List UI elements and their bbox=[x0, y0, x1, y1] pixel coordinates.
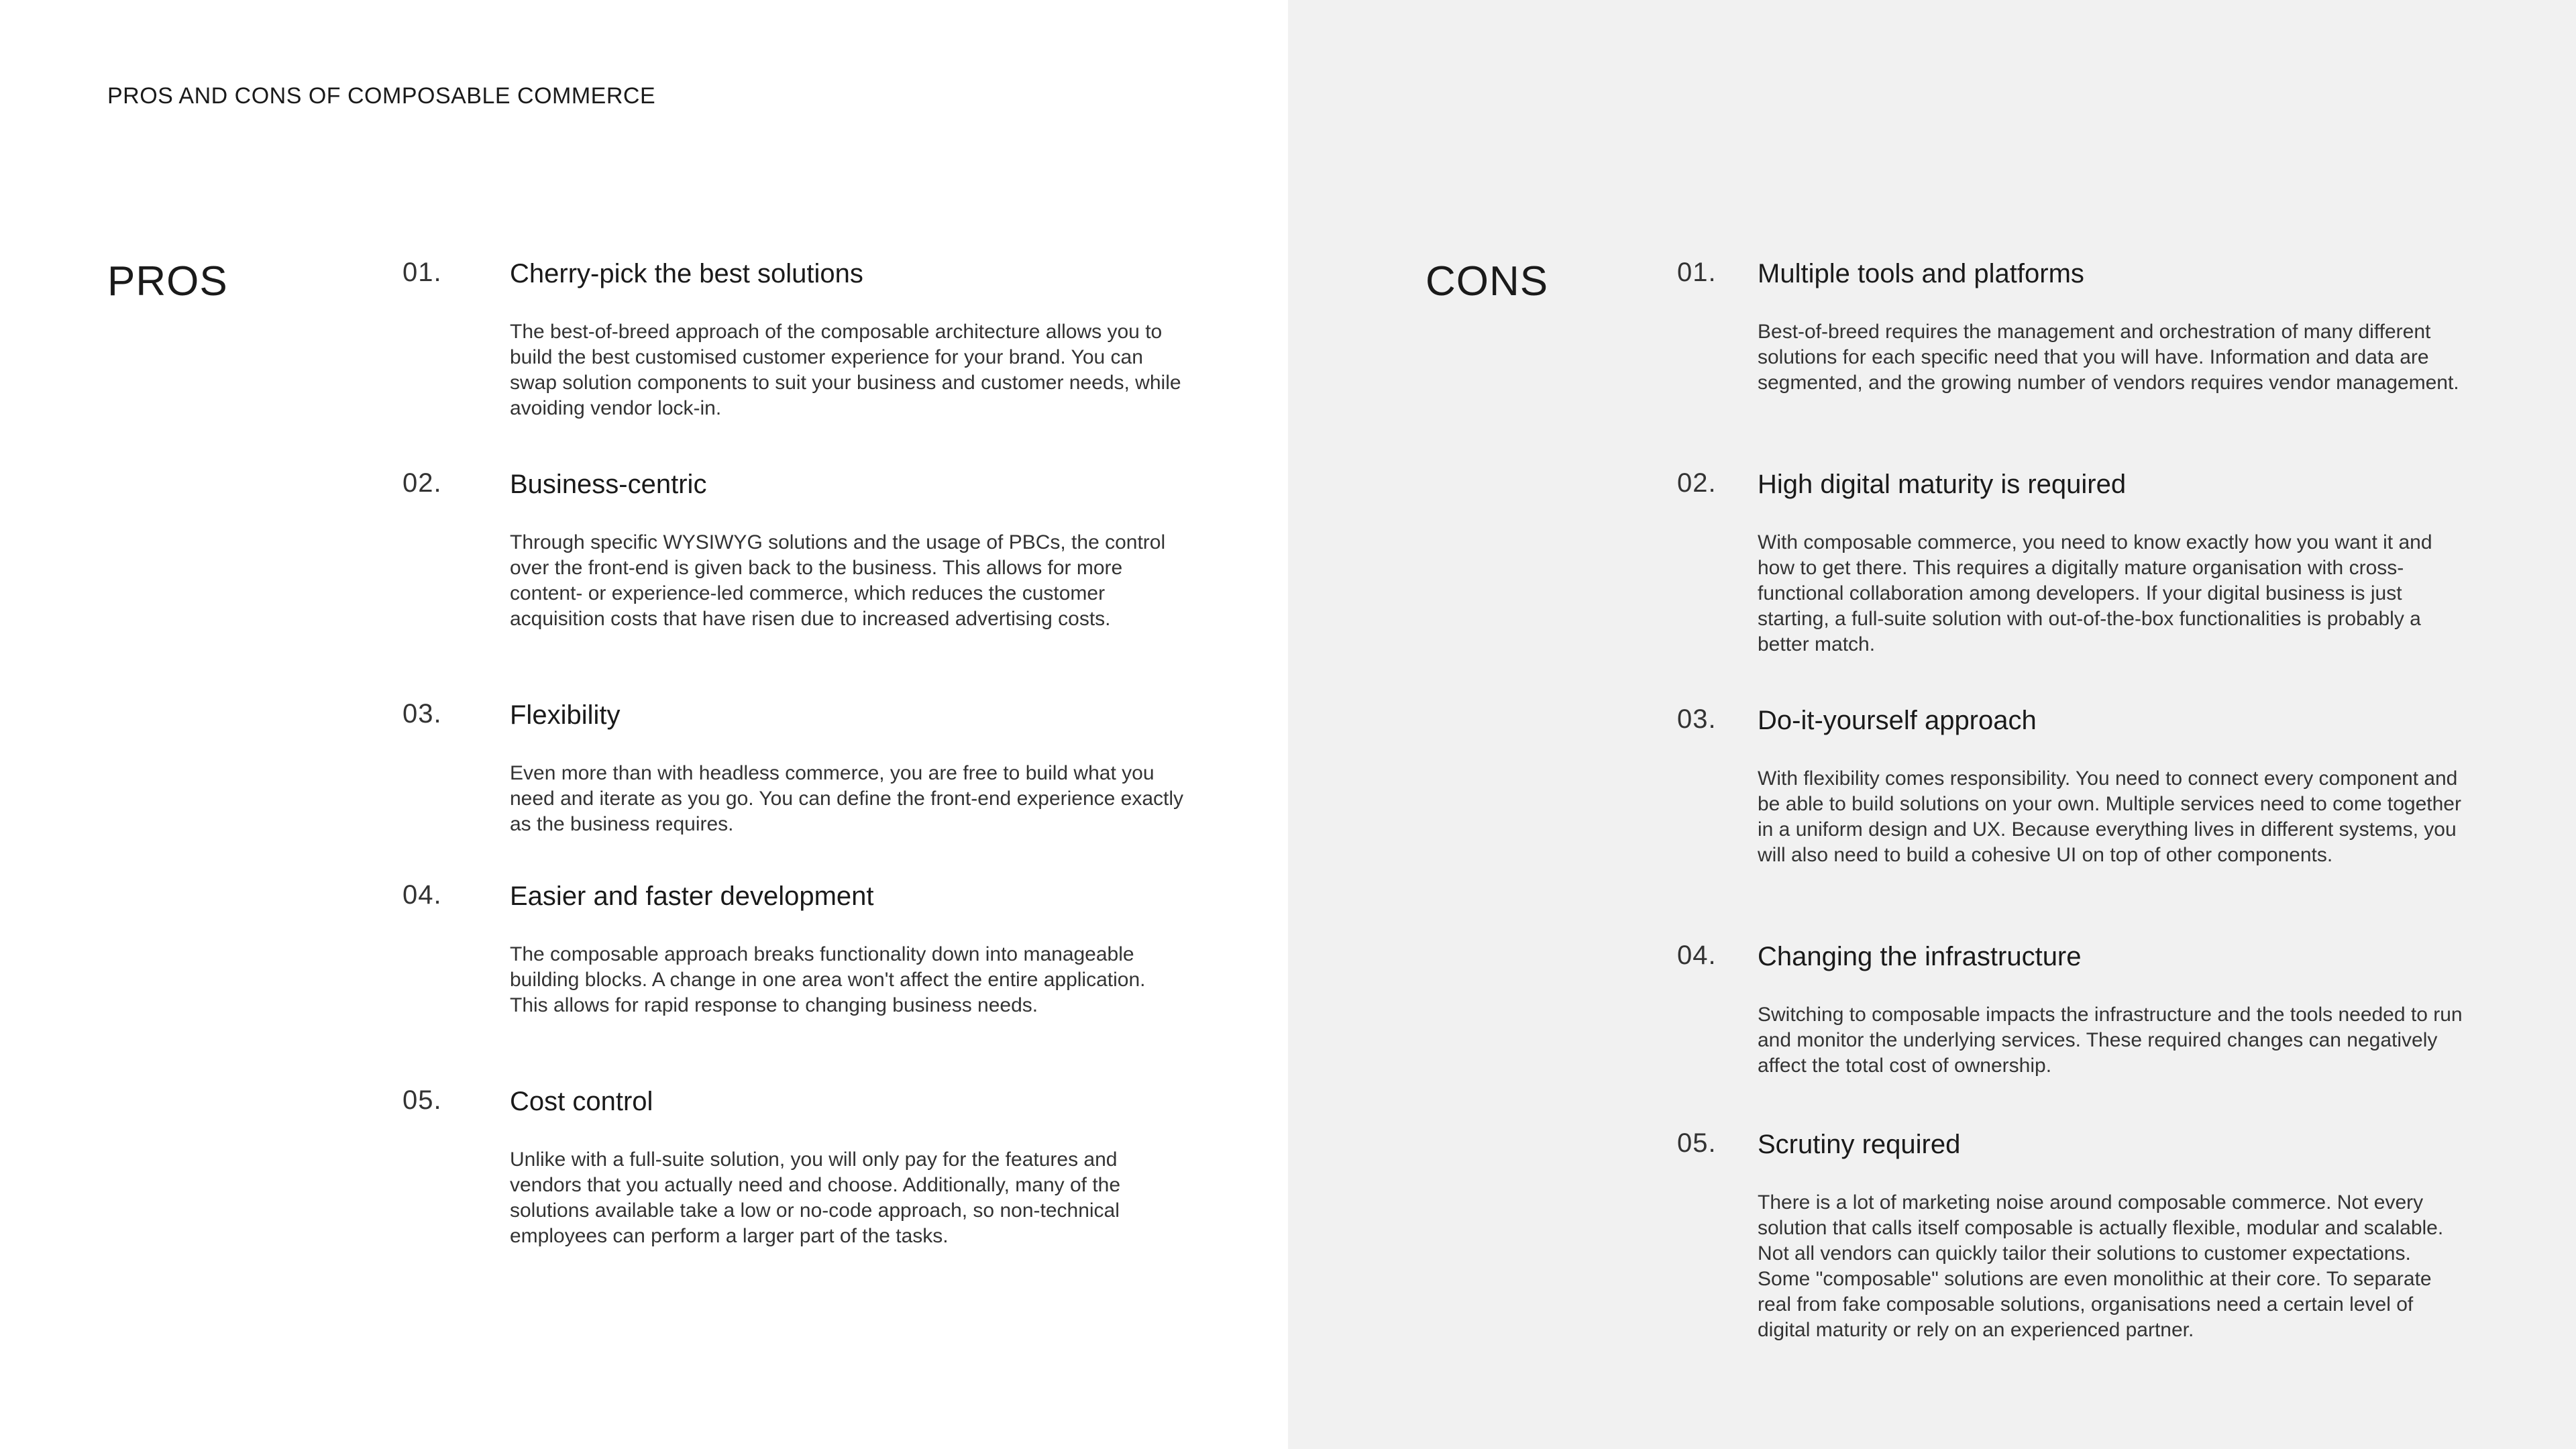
item-body bbox=[1758, 704, 2469, 868]
item-text: Unlike with a full-suite solution, you will only pay for the features and vendors that you actually need and choose. Additionally, many of the solutions available take a low or no-code approach, so non-technical employees can perform a larger part of the tasks. bbox=[510, 1148, 1121, 1247]
pros-heading: PROS bbox=[107, 258, 228, 305]
item-body bbox=[1758, 258, 2469, 396]
item-number: 04. bbox=[402, 880, 442, 910]
item-title: Flexibility bbox=[510, 700, 621, 730]
item-text: With composable commerce, you need to know exactly how you want it and how to get there. This requires a digitally mature organisation with cross-functional collaboration among developers. If your digital business is just starting, a full-suite solution with out-of-the-box functionalities is probably a better match. bbox=[1758, 531, 2432, 655]
item-body bbox=[510, 880, 1187, 1018]
item-number: 04. bbox=[1677, 941, 1717, 970]
item-number: 01. bbox=[402, 258, 442, 287]
item-text: Even more than with headless commerce, you are free to build what you need and iterate as you go. You can define the front-end experience exactly as the business requires. bbox=[510, 762, 1184, 835]
item-title: Cost control bbox=[510, 1087, 653, 1116]
item-text: Best-of-breed requires the management and orchestration of many different solutions for each specific need that you will have. Information and data are segmented, and the growing number of vendors requires vendor management. bbox=[1758, 321, 2459, 394]
item-number: 05. bbox=[402, 1085, 442, 1115]
item-text: Switching to composable impacts the infrastructure and the tools needed to run and monitor the underlying services. These required changes can negatively affect the total cost of ownership. bbox=[1758, 1004, 2463, 1077]
item-title: Business-centric bbox=[510, 470, 707, 499]
item-text: The composable approach breaks functionality down into manageable building blocks. A change in one area won't affect the entire application. This allows for rapid response to changing business needs. bbox=[510, 943, 1146, 1016]
item-number: 01. bbox=[1677, 258, 1717, 287]
item-number: 03. bbox=[402, 699, 442, 729]
item-body bbox=[510, 258, 1187, 421]
item-text: With flexibility comes responsibility. You need to connect every component and be able to build solutions on your own. Multiple services need to come together in a uniform design and UX. Because everything lives in different systems, you will also need to build a cohesive UI on top of other components. bbox=[1758, 767, 2461, 866]
item-text: Through specific WYSIWYG solutions and the usage of PBCs, the control over the front-end is given back to the business. This allows for more content- or experience-led commerce, which reduces the customer acquisition costs that have risen due to increased advertising costs. bbox=[510, 531, 1166, 630]
item-body bbox=[1758, 941, 2469, 1079]
item-title: Changing the infrastructure bbox=[1758, 942, 2082, 971]
item-number: 03. bbox=[1677, 704, 1717, 734]
item-title: Cherry-pick the best solutions bbox=[510, 259, 863, 288]
item-number: 05. bbox=[1677, 1128, 1717, 1158]
item-number: 02. bbox=[402, 468, 442, 498]
item-title: Easier and faster development bbox=[510, 881, 874, 911]
cons-heading: CONS bbox=[1426, 258, 1549, 305]
item-title: High digital maturity is required bbox=[1758, 470, 2127, 499]
item-title: Multiple tools and platforms bbox=[1758, 259, 2084, 288]
document-title: PROS AND CONS OF COMPOSABLE COMMERCE bbox=[107, 83, 656, 109]
item-text: There is a lot of marketing noise around composable commerce. Not every solution that calls itself composable is actually flexible, modular and scalable. Not all vendors can quickly tailor their solutions to customer expectations. Some "composable" solutions are even monolithic at their core. To separate real from fake composable solutions, organisations need a certain level of digital maturity or rely on an experienced partner. bbox=[1758, 1191, 2444, 1341]
item-number: 02. bbox=[1677, 468, 1717, 498]
item-body bbox=[1758, 1128, 2469, 1343]
item-body bbox=[1758, 468, 2469, 657]
item-body bbox=[510, 699, 1187, 837]
item-text: The best-of-breed approach of the composable architecture allows you to build the best customised customer experience for your brand. You can swap solution components to suit your business and customer needs, while avoiding vendor lock-in. bbox=[510, 321, 1181, 419]
item-title: Do-it-yourself approach bbox=[1758, 706, 2037, 735]
item-title: Scrutiny required bbox=[1758, 1130, 1961, 1159]
item-body bbox=[510, 468, 1187, 632]
item-body bbox=[510, 1085, 1187, 1249]
